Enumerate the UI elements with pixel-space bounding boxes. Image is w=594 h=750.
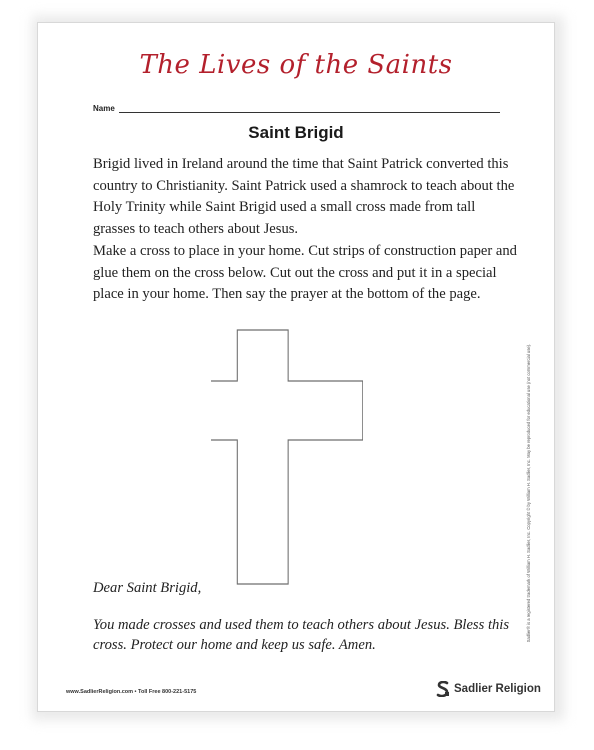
copyright-notice: Sadlier® is a registered trademark of William H. Sadlier, Inc. Copyright © by William H. Sadlier, Inc. May be reproduced for educational use (not commercial use). (526, 343, 531, 643)
name-field (93, 104, 500, 113)
publisher-name: Sadlier Religion (454, 683, 541, 695)
name-line (119, 104, 500, 113)
sadlier-s-logo-icon (436, 681, 450, 697)
instructions-paragraph: Make a cross to place in your home. Cut strips of construction paper and glue them on the cross below. Cut out the cross and put it in a special place in your home. Then say the prayer at the bottom of the page. (93, 243, 517, 303)
worksheet-page (37, 22, 555, 712)
publisher-logo (436, 681, 541, 697)
page-title: Saint Brigid (248, 123, 344, 142)
cross-outline (211, 329, 363, 585)
footer-contact: www.SadlierReligion.com • Toll Free 800-221-5175 (66, 689, 197, 695)
series-title: The Lives of the Saints (139, 50, 453, 80)
prayer-text: You made crosses and used them to teach others about Jesus. Bless this cross. Protect our home and keep us safe. Amen. (93, 617, 510, 653)
prayer-salutation: Dear Saint Brigid, (93, 580, 202, 596)
name-label: Name (93, 104, 115, 113)
intro-paragraph: Brigid lived in Ireland around the time that Saint Patrick converted this country to Christianity. Saint Patrick used a shamrock to teach about the Holy Trinity while Saint Brigid used a small cross made from tall grasses to teach others about Jesus. (93, 156, 515, 237)
